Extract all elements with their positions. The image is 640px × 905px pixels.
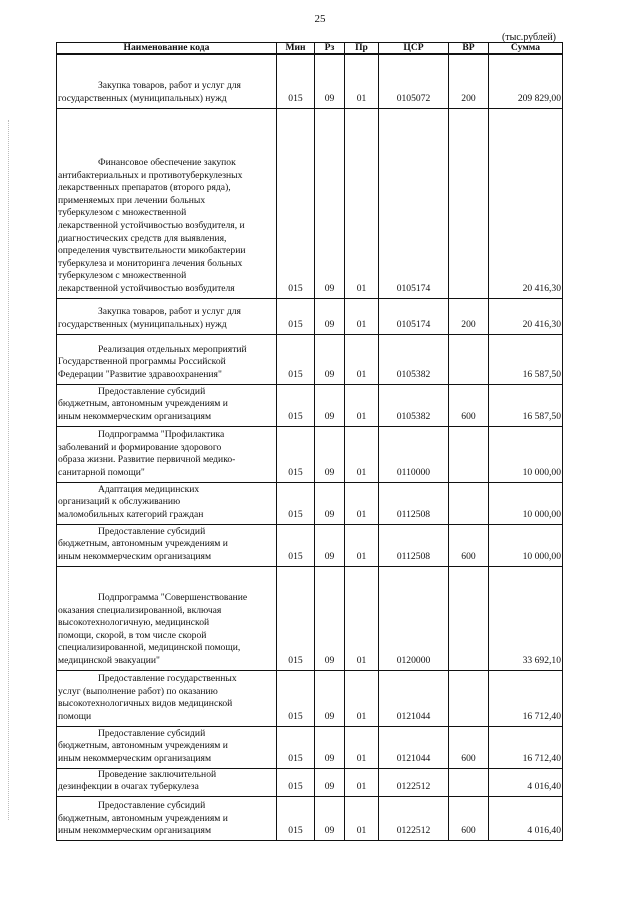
row-rz: 09 [315, 726, 345, 768]
row-csr: 0105174 [379, 108, 449, 298]
row-sum: 33 692,10 [489, 566, 563, 670]
table-row [57, 524, 563, 566]
row-min: 015 [277, 768, 315, 796]
row-name-line: Подпрограмма "Профилактика [98, 429, 225, 441]
row-vr: 200 [449, 54, 489, 108]
row-csr: 0105382 [379, 384, 449, 426]
header-name: Наименование кода [57, 43, 277, 55]
row-sum: 4 016,40 [489, 796, 563, 840]
row-min: 015 [277, 54, 315, 108]
row-name-line: Реализация отдельных мероприятий [98, 343, 247, 355]
row-name-line: оказания специализированной, включая [58, 604, 222, 616]
row-csr: 0105072 [379, 54, 449, 108]
row-pr: 01 [345, 768, 379, 796]
row-min: 015 [277, 670, 315, 726]
header-pr: Пр [345, 43, 379, 55]
row-pr: 01 [345, 334, 379, 384]
row-csr: 0110000 [379, 426, 449, 482]
row-rz: 09 [315, 384, 345, 426]
row-name-line: Проведение заключительной [98, 768, 217, 780]
row-sum: 16 712,40 [489, 726, 563, 768]
row-rz: 09 [315, 566, 345, 670]
row-pr: 01 [345, 108, 379, 298]
row-vr [449, 482, 489, 524]
row-csr: 0112508 [379, 524, 449, 566]
margin-rule [8, 120, 9, 820]
page-number: 25 [314, 13, 326, 25]
row-name-line: туберкулезом с множественной [58, 270, 187, 282]
row-name-line: Предоставление государственных [98, 673, 237, 685]
row-min: 015 [277, 108, 315, 298]
row-name [57, 298, 277, 334]
row-rz: 09 [315, 108, 345, 298]
row-name-line: лекарственных препаратов (второго ряда), [58, 182, 231, 194]
units-label: (тыс.рублей) [501, 32, 556, 43]
row-pr: 01 [345, 482, 379, 524]
row-csr: 0121044 [379, 670, 449, 726]
row-name-line: Предоставление субсидий [98, 525, 206, 537]
row-name-line: Закупка товаров, работ и услуг для [98, 306, 241, 318]
row-vr [449, 334, 489, 384]
row-pr: 01 [345, 298, 379, 334]
row-sum: 16 587,50 [489, 334, 563, 384]
row-vr [449, 566, 489, 670]
row-name [57, 108, 277, 298]
row-vr: 600 [449, 726, 489, 768]
row-name-line: высокотехнологичную, медицинской [58, 617, 210, 629]
row-name-line: иным некоммерческим организациям [58, 752, 212, 764]
row-name-line: антибактериальных и противотуберкулезных [58, 169, 243, 181]
row-rz: 09 [315, 334, 345, 384]
row-min: 015 [277, 524, 315, 566]
row-vr [449, 426, 489, 482]
row-min: 015 [277, 426, 315, 482]
budget-table [56, 42, 563, 841]
row-name-line: иным некоммерческим организациям [58, 410, 212, 422]
row-name [57, 426, 277, 482]
row-name-line: Предоставление субсидий [98, 385, 206, 397]
row-csr: 0105174 [379, 298, 449, 334]
table-row [57, 334, 563, 384]
row-name-line: Предоставление субсидий [98, 799, 206, 811]
row-min: 015 [277, 796, 315, 840]
row-name-line: Закупка товаров, работ и услуг для [98, 80, 241, 92]
row-pr: 01 [345, 54, 379, 108]
table-row [57, 384, 563, 426]
row-name [57, 524, 277, 566]
row-sum: 20 416,30 [489, 298, 563, 334]
row-csr: 0121044 [379, 726, 449, 768]
row-vr: 600 [449, 384, 489, 426]
row-name-line: бюджетным, автономным учреждениям и [58, 812, 228, 824]
row-pr: 01 [345, 796, 379, 840]
row-name-line: Финансовое обеспечение закупок [98, 156, 236, 168]
table-row [57, 298, 563, 334]
row-name-line: высокотехнологичных видов медицинской [58, 698, 233, 710]
row-name [57, 726, 277, 768]
row-csr: 0122512 [379, 796, 449, 840]
header-sum: Сумма [489, 43, 563, 55]
row-name-line: образа жизни. Развитие первичной медико- [58, 454, 236, 466]
row-name-line: бюджетным, автономным учреждениям и [58, 538, 228, 550]
table-row [57, 670, 563, 726]
row-name-line: Государственной программы Российской [58, 356, 226, 368]
row-sum: 209 829,00 [489, 54, 563, 108]
row-csr: 0120000 [379, 566, 449, 670]
table-row [57, 566, 563, 670]
row-sum: 10 000,00 [489, 426, 563, 482]
header-min: Мин [277, 43, 315, 55]
row-pr: 01 [345, 426, 379, 482]
row-name-line: Подпрограмма "Совершенствование [98, 591, 248, 603]
row-vr [449, 108, 489, 298]
table-row [57, 426, 563, 482]
row-vr [449, 670, 489, 726]
row-min: 015 [277, 482, 315, 524]
row-name-line: лекарственной устойчивостью возбудителя [58, 282, 235, 294]
row-vr: 600 [449, 796, 489, 840]
row-name [57, 334, 277, 384]
row-min: 015 [277, 334, 315, 384]
row-name [57, 796, 277, 840]
row-vr: 600 [449, 524, 489, 566]
table-row [57, 768, 563, 796]
row-name-line: Предоставление субсидий [98, 727, 206, 739]
table-row [57, 54, 563, 108]
row-vr: 200 [449, 298, 489, 334]
row-name-line: туберкулезом с множественной [58, 207, 187, 219]
row-name [57, 482, 277, 524]
header-vr: ВР [449, 43, 489, 55]
table-row [57, 108, 563, 298]
row-name-line: лекарственной устойчивостью возбудителя, и [58, 219, 245, 231]
row-name-line: помощи [58, 710, 92, 722]
row-name-line: иным некоммерческим организациям [58, 825, 212, 837]
row-sum: 20 416,30 [489, 108, 563, 298]
row-vr [449, 768, 489, 796]
row-name-line: Адаптация медицинских [98, 483, 200, 495]
row-name-line: медицинской эвакуации" [58, 654, 160, 666]
row-rz: 09 [315, 298, 345, 334]
row-name-line: туберкулеза и мониторинга лечения больных [58, 257, 243, 269]
row-sum: 16 712,40 [489, 670, 563, 726]
row-csr: 0122512 [379, 768, 449, 796]
row-csr: 0112508 [379, 482, 449, 524]
row-name-line: специализированной, медицинской помощи, [58, 642, 241, 654]
row-rz: 09 [315, 482, 345, 524]
row-pr: 01 [345, 384, 379, 426]
row-name-line: бюджетным, автономным учреждениям и [58, 398, 228, 410]
row-name [57, 566, 277, 670]
row-name-line: диагностических средств для выявления, [58, 232, 227, 244]
table-row [57, 726, 563, 768]
row-rz: 09 [315, 54, 345, 108]
row-name-line: помощи, скорой, в том числе скорой [58, 629, 207, 641]
row-sum: 10 000,00 [489, 524, 563, 566]
table-header-row [57, 43, 563, 55]
row-name-line: определения чувствительности микобактерии [58, 245, 246, 257]
row-name-line: применяемых при лечении больных [58, 194, 206, 206]
table-row [57, 482, 563, 524]
row-rz: 09 [315, 768, 345, 796]
row-name [57, 768, 277, 796]
row-min: 015 [277, 298, 315, 334]
row-min: 015 [277, 384, 315, 426]
row-sum: 10 000,00 [489, 482, 563, 524]
row-sum: 4 016,40 [489, 768, 563, 796]
row-name-line: Федерации "Развитие здравоохранения" [58, 368, 222, 380]
row-pr: 01 [345, 670, 379, 726]
row-name-line: государственных (муниципальных) нужд [58, 92, 227, 104]
row-name-line: санитарной помощи" [58, 466, 145, 478]
row-name-line: организаций к обслуживанию [58, 496, 181, 508]
table-row [57, 796, 563, 840]
row-name [57, 670, 277, 726]
row-pr: 01 [345, 726, 379, 768]
row-name-line: услуг (выполнение работ) по оказанию [58, 685, 218, 697]
row-pr: 01 [345, 524, 379, 566]
row-name-line: дезинфекции в очагах туберкулеза [58, 781, 199, 793]
row-sum: 16 587,50 [489, 384, 563, 426]
row-min: 015 [277, 726, 315, 768]
row-rz: 09 [315, 670, 345, 726]
row-rz: 09 [315, 426, 345, 482]
row-name-line: иным некоммерческим организациям [58, 550, 212, 562]
row-name [57, 54, 277, 108]
header-rz: Рз [315, 43, 345, 55]
row-name-line: бюджетным, автономным учреждениям и [58, 740, 228, 752]
row-pr: 01 [345, 566, 379, 670]
row-name-line: заболеваний и формирование здорового [58, 441, 222, 453]
row-name [57, 384, 277, 426]
row-csr: 0105382 [379, 334, 449, 384]
row-min: 015 [277, 566, 315, 670]
row-rz: 09 [315, 524, 345, 566]
header-csr: ЦСР [379, 43, 449, 55]
row-name-line: маломобильных категорий граждан [58, 508, 204, 520]
table-body [57, 54, 563, 840]
row-name-line: государственных (муниципальных) нужд [58, 318, 227, 330]
row-rz: 09 [315, 796, 345, 840]
